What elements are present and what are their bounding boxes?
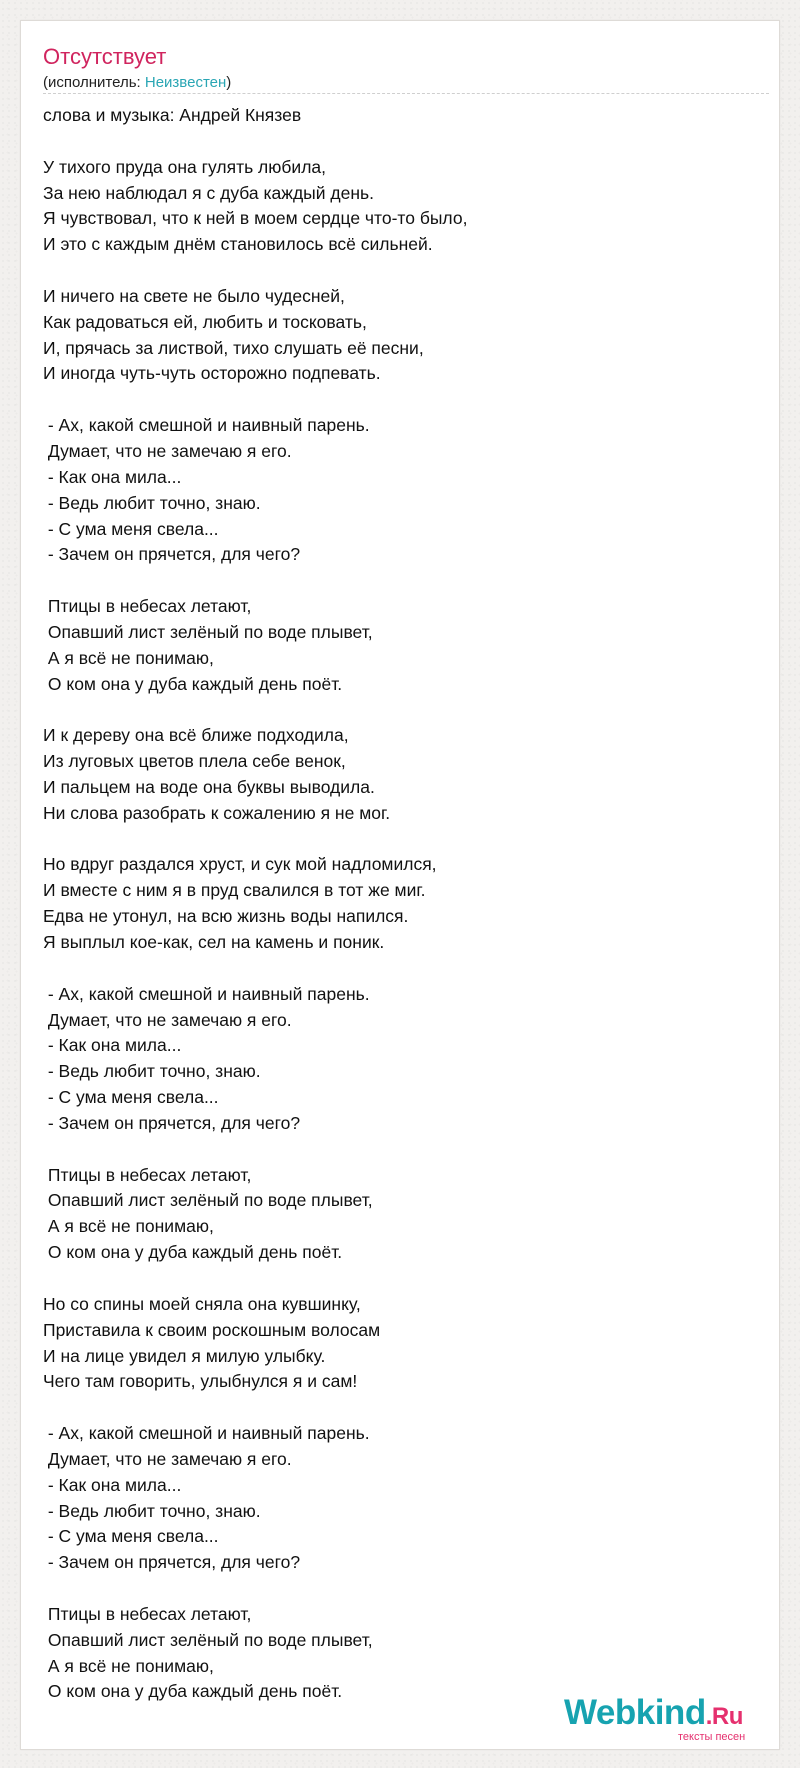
lyrics-line: - С ума меня свела... (43, 1526, 219, 1547)
webkind-logo[interactable] (564, 1693, 784, 1747)
lyrics-line: И ничего на свете не было чудесней, (43, 285, 345, 306)
lyrics-line: А я всё не понимаю, (43, 1216, 214, 1237)
lyrics-line: Птицы в небесах летают, (43, 596, 252, 617)
divider (43, 93, 769, 94)
lyrics-line: Чего там говорить, улыбнулся я и сам! (43, 1371, 358, 1392)
lyrics-line: И пальцем на воде она буквы выводила. (43, 776, 375, 797)
lyrics-line: И вместе с ним я в пруд свалился в тот же миг. (43, 880, 426, 901)
lyrics-line: - Зачем он прячется, для чего? (43, 1112, 301, 1133)
lyrics-line: - С ума меня свела... (43, 518, 219, 539)
lyrics-line: Как радоваться ей, любить и тосковать, (43, 311, 367, 332)
lyrics-line: Но со спины моей сняла она кувшинку, (43, 1293, 361, 1314)
lyrics-line: Опавший лист зелёный по воде плывет, (43, 621, 373, 642)
lyrics-line: И, прячась за листвой, тихо слушать её песни, (43, 337, 424, 358)
lyrics-line: И это с каждым днём становилось всё сильней. (43, 234, 433, 255)
lyrics-line: - Как она мила... (43, 466, 182, 487)
performer-link[interactable]: Неизвестен (144, 74, 227, 91)
lyrics-blank-line (43, 1137, 763, 1163)
lyrics-line: О ком она у дуба каждый день поёт. (43, 1242, 343, 1263)
lyrics-line: - Зачем он прячется, для чего? (43, 1552, 301, 1573)
lyrics-line: Но вдруг раздался хруст, и сук мой надломился, (43, 854, 437, 875)
logo-tagline: тексты песен (678, 1731, 746, 1743)
performer-line (43, 74, 231, 91)
lyrics-line: И на лице увидел я милую улыбку. (43, 1345, 326, 1366)
lyrics-line: А я всё не понимаю, (43, 647, 214, 668)
lyrics-line: - Ах, какой смешной и наивный парень. (43, 983, 370, 1004)
lyrics-blank-line (43, 827, 763, 853)
lyrics-line: Я выплыл кое-как, сел на камень и поник. (43, 932, 385, 952)
lyrics-line: - Как она мила... (43, 1035, 182, 1056)
lyrics-text (43, 103, 763, 1705)
lyrics-line: - Ведь любит точно, знаю. (43, 492, 261, 513)
lyrics-blank-line (43, 387, 763, 413)
lyrics-line: И иногда чуть-чуть осторожно подпевать. (43, 363, 381, 384)
lyrics-blank-line (43, 1266, 763, 1292)
lyrics-line: Думает, что не замечаю я его. (43, 440, 292, 461)
lyrics-line: Приставила к своим роскошным волосам (43, 1319, 381, 1340)
lyrics-card (20, 20, 780, 1750)
lyrics-line: Птицы в небесах летают, (43, 1603, 252, 1624)
lyrics-blank-line (43, 956, 763, 982)
logo-main-text: Webkind (564, 1693, 706, 1732)
lyrics-line: - Ведь любит точно, знаю. (43, 1061, 261, 1082)
lyrics-line: И к дереву она всё ближе подходила, (43, 725, 349, 746)
logo-wordmark (564, 1693, 743, 1733)
lyrics-blank-line (43, 1395, 763, 1421)
lyrics-line: Опавший лист зелёный по воде плывет, (43, 1190, 373, 1211)
lyrics-line: Ни слова разобрать к сожалению я не мог. (43, 802, 391, 823)
lyrics-line: О ком она у дуба каждый день поёт. (43, 673, 343, 694)
lyrics-line: У тихого пруда она гулять любила, (43, 156, 326, 177)
lyrics-line: - Зачем он прячется, для чего? (43, 544, 301, 565)
lyrics-line: Опавший лист зелёный по воде плывет, (43, 1629, 373, 1650)
lyrics-line: Едва не утонул, на всю жизнь воды напился. (43, 906, 409, 927)
lyrics-line: За нею наблюдал я с дуба каждый день. (43, 182, 374, 203)
lyrics-line: Птицы в небесах летают, (43, 1164, 252, 1185)
lyrics-blank-line (43, 258, 763, 284)
lyrics-line: - Ах, какой смешной и наивный парень. (43, 1423, 370, 1444)
lyrics-blank-line (43, 129, 763, 155)
lyrics-line: Думает, что не замечаю я его. (43, 1448, 292, 1469)
performer-prefix: (исполнитель: (43, 74, 145, 91)
lyrics-line: - Ах, какой смешной и наивный парень. (43, 415, 370, 436)
lyrics-line: А я всё не понимаю, (43, 1655, 214, 1676)
lyrics-line: Я чувствовал, что к ней в моем сердце что-то было, (43, 208, 468, 229)
lyrics-line: О ком она у дуба каждый день поёт. (43, 1681, 343, 1702)
lyrics-blank-line (43, 1576, 763, 1602)
lyrics-blank-line (43, 568, 763, 594)
lyrics-line: Думает, что не замечаю я его. (43, 1009, 292, 1030)
lyrics-line: слова и музыка: Андрей Князев (43, 105, 302, 125)
lyrics-line: Из луговых цветов плела себе венок, (43, 751, 346, 772)
performer-suffix: ) (226, 74, 232, 91)
logo-suffix-text: .Ru (705, 1703, 743, 1730)
lyrics-blank-line (43, 697, 763, 723)
lyrics-line: - Как она мила... (43, 1474, 182, 1495)
lyrics-line: - С ума меня свела... (43, 1087, 219, 1108)
song-title: Отсутствует (43, 44, 167, 69)
lyrics-line: - Ведь любит точно, знаю. (43, 1500, 261, 1521)
